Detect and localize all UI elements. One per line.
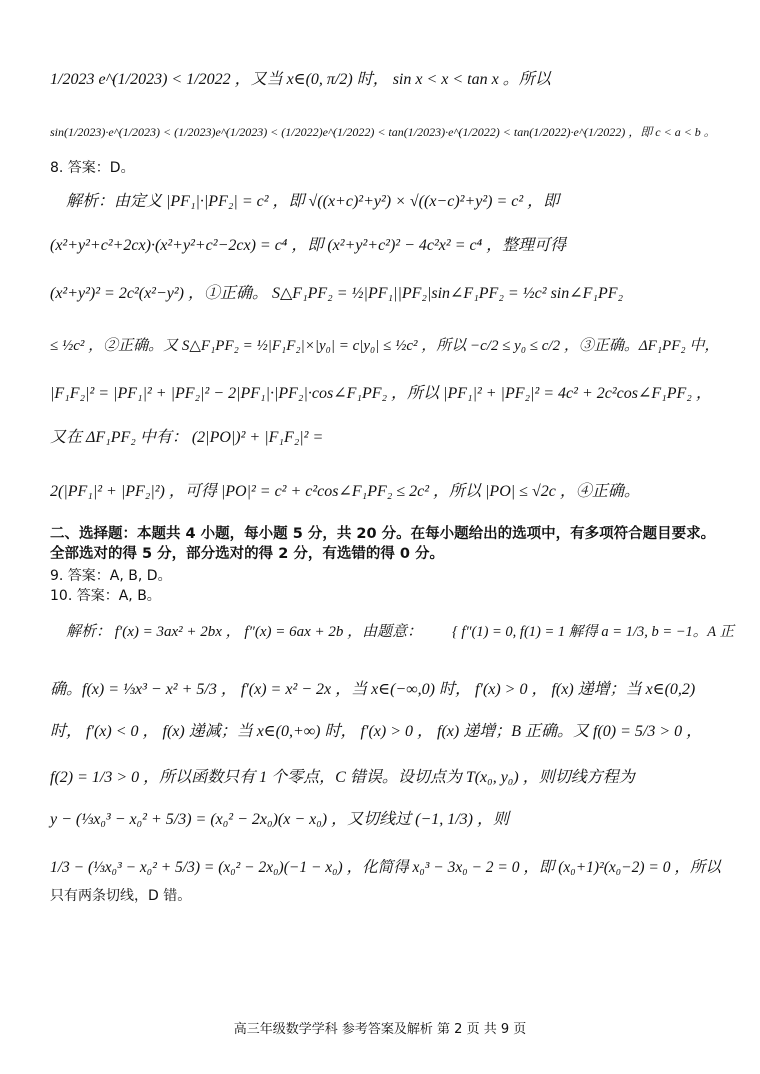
analysis-8-line3: (x²+y²)² = 2c²(x²−y²) ，①正确。 S△F₁PF₂ = ½|PF₁||PF₂|sin∠F₁PF₂ = ½c² sin∠F₁PF₂ <box>50 285 624 302</box>
line-inequality-1: 1/2023 e^(1/2023) < 1/2022 ，又当 x∈(0, π/2) 时， sin x < x < tan x 。所以 <box>50 71 551 88</box>
section-2-heading: 二、选择题：本题共 4 小题，每小题 5 分，共 20 分。在每小题给出的选项中，有多项符合题目要求。 <box>50 526 716 542</box>
page-footer: 高三年级数学学科 参考答案及解析 第 2 页 共 9 页 <box>233 1022 527 1037</box>
answer-10: 10. 答案：A, B。 <box>50 588 161 604</box>
answer-9: 9. 答案：A, B, D。 <box>50 568 172 584</box>
analysis-8-line2: (x²+y²+c²+2cx)·(x²+y²+c²−2cx) = c⁴ ，即 (x²+y²+c²)² − 4c²x² = c⁴ ，整理可得 <box>50 237 567 254</box>
analysis-8-line5: |F₁F₂|² = |PF₁|² + |PF₂|² − 2|PF₁|·|PF₂|·cos∠F₁PF₂ ，所以 |PF₁|² + |PF₂|² = 4c² + 2c²cos∠F₁PF₂ ， <box>50 385 712 402</box>
analysis-10-line6: 1/3 − (⅓x₀³ − x₀² + 5/3) = (x₀² − 2x₀)(−1 − x₀) ，化简得 x₀³ − 3x₀ − 2 = 0 ，即 (x₀+1)²(x₀−2) = 0 ，所以 <box>50 859 721 876</box>
analysis-8-line6: 又在 ΔF₁PF₂ 中有： (2|PO|)² + |F₁F₂|² = <box>50 429 324 446</box>
answer-8: 8. 答案：D。 <box>50 160 135 176</box>
analysis-10-line4: f(2) = 1/3 > 0 ，所以函数只有 1 个零点，C 错误。设切点为 T(x₀, y₀) ，则切线方程为 <box>50 769 635 786</box>
analysis-10-line3: 时， f′(x) < 0 ， f(x) 递减；当 x∈(0,+∞) 时， f′(x) > 0 ， f(x) 递增；B 正确。又 f(0) = 5/3 > 0 ， <box>50 723 703 740</box>
section-2-scoring: 全部选对的得 5 分，部分选对的得 2 分，有选错的得 0 分。 <box>50 546 445 562</box>
analysis-10-line7: 只有两条切线，D 错。 <box>50 888 192 904</box>
analysis-8-line4: ≤ ½c² ，②正确。又 S△F₁PF₂ = ½|F₁F₂|×|y₀| = c|y₀| ≤ ½c² ，所以 −c/2 ≤ y₀ ≤ c/2 ，③正确。ΔF₁PF₂ 中， <box>50 338 720 354</box>
analysis-10-line5: y − (⅓x₀³ − x₀² + 5/3) = (x₀² − 2x₀)(x − x₀) ，又切线过 (−1, 1/3) ，则 <box>50 811 510 828</box>
analysis-10-system: { f″(1) = 0, f(1) = 1 解得 a = 1/3, b = −1。A 正 <box>452 624 735 640</box>
analysis-10-line2: 确。f(x) = ⅓x³ − x² + 5/3 ， f′(x) = x² − 2x ，当 x∈(−∞,0) 时， f′(x) > 0 ， f(x) 递增；当 x∈(0,2) <box>50 681 696 698</box>
line-inequality-chain: sin(1/2023)·e^(1/2023) < (1/2023)e^(1/2023) < (1/2022)e^(1/2022) < tan(1/2023)·e^(1/2022) < tan(1/2022)·e^(1/2022) ，即 c < a < b 。 <box>50 125 716 139</box>
analysis-8-line7: 2(|PF₁|² + |PF₂|²) ，可得 |PO|² = c² + c²cos∠F₁PF₂ ≤ 2c² ，所以 |PO| ≤ √2c ，④正确。 <box>50 483 640 500</box>
analysis-10-line1: 解析： f′(x) = 3ax² + 2bx ， f″(x) = 6ax + 2b ，由题意： <box>66 624 423 640</box>
analysis-8-line1: 解析：由定义 |PF₁|·|PF₂| = c² ，即 √((x+c)²+y²) × √((x−c)²+y²) = c² ，即 <box>66 193 560 210</box>
